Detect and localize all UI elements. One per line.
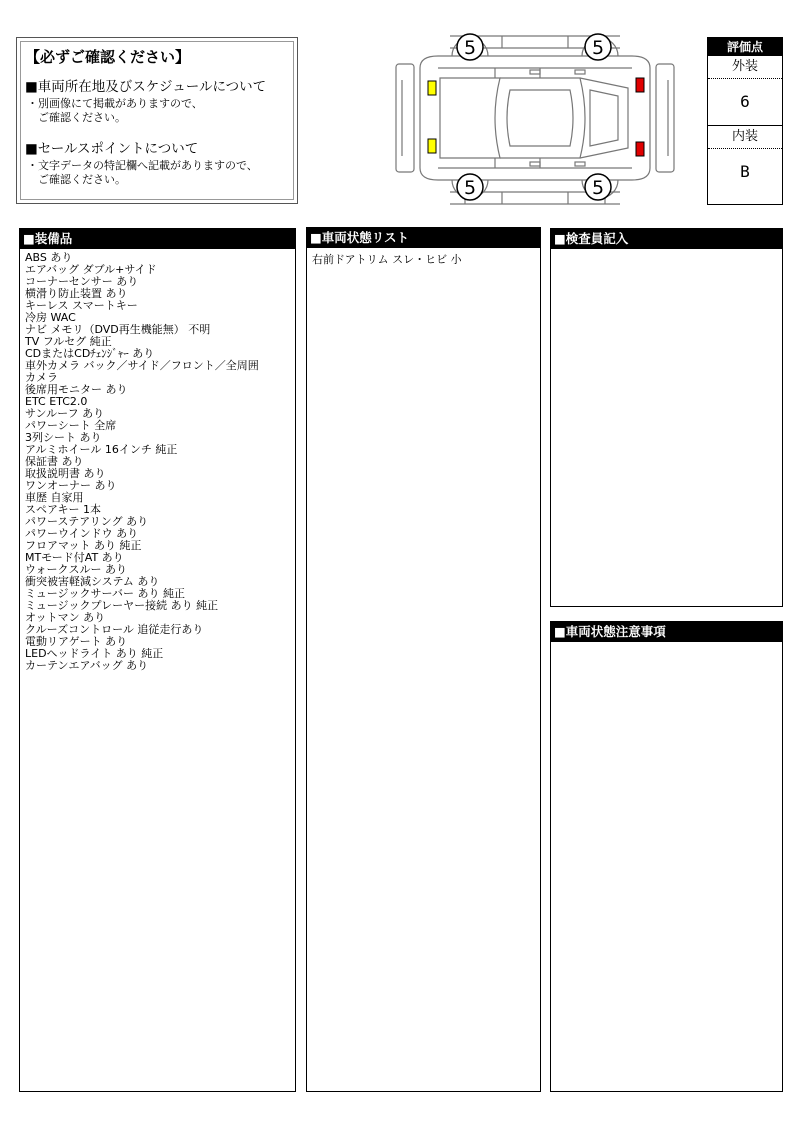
- notice-inner: [20, 41, 294, 200]
- list-item: 衝突被害軽減システム あり: [25, 575, 160, 588]
- grade-header: 評価点: [708, 38, 782, 56]
- list-item: 横滑り防止装置 あり: [25, 287, 128, 300]
- list-item: パワーステアリング あり: [25, 515, 149, 528]
- list-item: エアバッグ ダブル+サイド: [25, 263, 157, 276]
- condition-notes-panel: [550, 621, 783, 1092]
- front-right-marker: [636, 78, 644, 92]
- list-item: ABS あり: [25, 251, 73, 264]
- sales-point-note: ・文字データの特記欄へ記載がありますので、 ご確認ください。: [27, 159, 258, 186]
- svg-text:5: 5: [591, 37, 605, 59]
- list-item: 車外カメラ バック／サイド／フロント／全周囲: [25, 359, 259, 372]
- interior-label: 内装: [708, 125, 782, 149]
- grade-box: [707, 37, 783, 205]
- equipment-panel: [19, 228, 296, 1092]
- tire-score-rear-left: [457, 174, 483, 200]
- list-item: ETC ETC2.0: [25, 395, 88, 408]
- list-item: ミュージックサーバー あり 純正: [25, 587, 186, 600]
- schedule-note: ・別画像にて掲載がありますので、 ご確認ください。: [27, 97, 203, 124]
- svg-text:5: 5: [591, 177, 605, 199]
- list-item: 3列シート あり: [25, 431, 102, 444]
- list-item: 取扱説明書 あり: [25, 467, 106, 480]
- notice-title: 【必ずご確認ください】: [25, 48, 191, 66]
- condition-notes-title: ■車両状態注意事項: [551, 622, 782, 642]
- notice-box: [16, 37, 298, 204]
- rear-left-marker: [428, 139, 436, 153]
- list-item: 電動リアゲート あり: [25, 635, 128, 648]
- inspector-panel: [550, 228, 783, 607]
- list-item: ミュージックプレーヤー接続 あり 純正: [25, 599, 219, 612]
- exterior-value: 6: [740, 92, 750, 111]
- svg-text:5: 5: [463, 177, 477, 199]
- list-item: アルミホイール 16インチ 純正: [25, 443, 178, 456]
- list-item: 右前ドアトリム スレ・ヒビ 小: [312, 253, 462, 266]
- list-item: MTモード付AT あり: [25, 551, 124, 564]
- condition-list-panel: [306, 227, 541, 1092]
- list-item: TV フルセグ 純正: [25, 335, 112, 348]
- exterior-label: 外装: [708, 56, 782, 79]
- tire-score-front-right: [585, 34, 611, 60]
- sales-point-heading: ■セールスポイントについて: [25, 141, 199, 157]
- list-item: ウォークスルー あり: [25, 563, 127, 576]
- list-item: フロアマット あり 純正: [25, 539, 142, 552]
- list-item: パワーウインドウ あり: [25, 527, 139, 540]
- list-item: CDまたはCDﾁｪﾝｼﾞｬｰ あり: [25, 347, 155, 360]
- list-item: ワンオーナー あり: [25, 479, 117, 492]
- list-item: キーレス スマートキー: [25, 299, 138, 312]
- rear-right-marker: [636, 142, 644, 156]
- car-diagram: [390, 28, 680, 208]
- interior-value: B: [740, 162, 750, 181]
- list-item: カメラ: [25, 371, 58, 384]
- front-left-marker: [428, 81, 436, 95]
- list-item: LEDヘッドライト あり 純正: [25, 647, 164, 660]
- list-item: サンルーフ あり: [25, 407, 105, 420]
- list-item: コーナーセンサー あり: [25, 275, 139, 288]
- list-item: 冷房 WAC: [25, 311, 76, 324]
- list-item: クルーズコントロール 追従走行あり: [25, 623, 204, 636]
- condition-list: [307, 248, 540, 269]
- list-item: カーテンエアバッグ あり: [25, 659, 149, 672]
- schedule-heading: ■車両所在地及びスケジュールについて: [25, 79, 267, 95]
- tire-score-front-left: [457, 34, 483, 60]
- condition-list-title: ■車両状態リスト: [307, 228, 540, 248]
- list-item: 保証書 あり: [25, 455, 84, 468]
- svg-text:5: 5: [463, 37, 477, 59]
- list-item: パワーシート 全席: [25, 419, 117, 432]
- equipment-list: [20, 249, 295, 675]
- list-item: 車歴 自家用: [25, 491, 84, 504]
- equipment-title: ■装備品: [20, 229, 295, 249]
- tire-score-rear-right: [585, 174, 611, 200]
- list-item: スペアキー 1本: [25, 503, 102, 516]
- list-item: オットマン あり: [25, 611, 106, 624]
- list-item: 後席用モニター あり: [25, 383, 128, 396]
- inspector-title: ■検査員記入: [551, 229, 782, 249]
- list-item: ナビ メモリ（DVD再生機能無） 不明: [25, 323, 211, 336]
